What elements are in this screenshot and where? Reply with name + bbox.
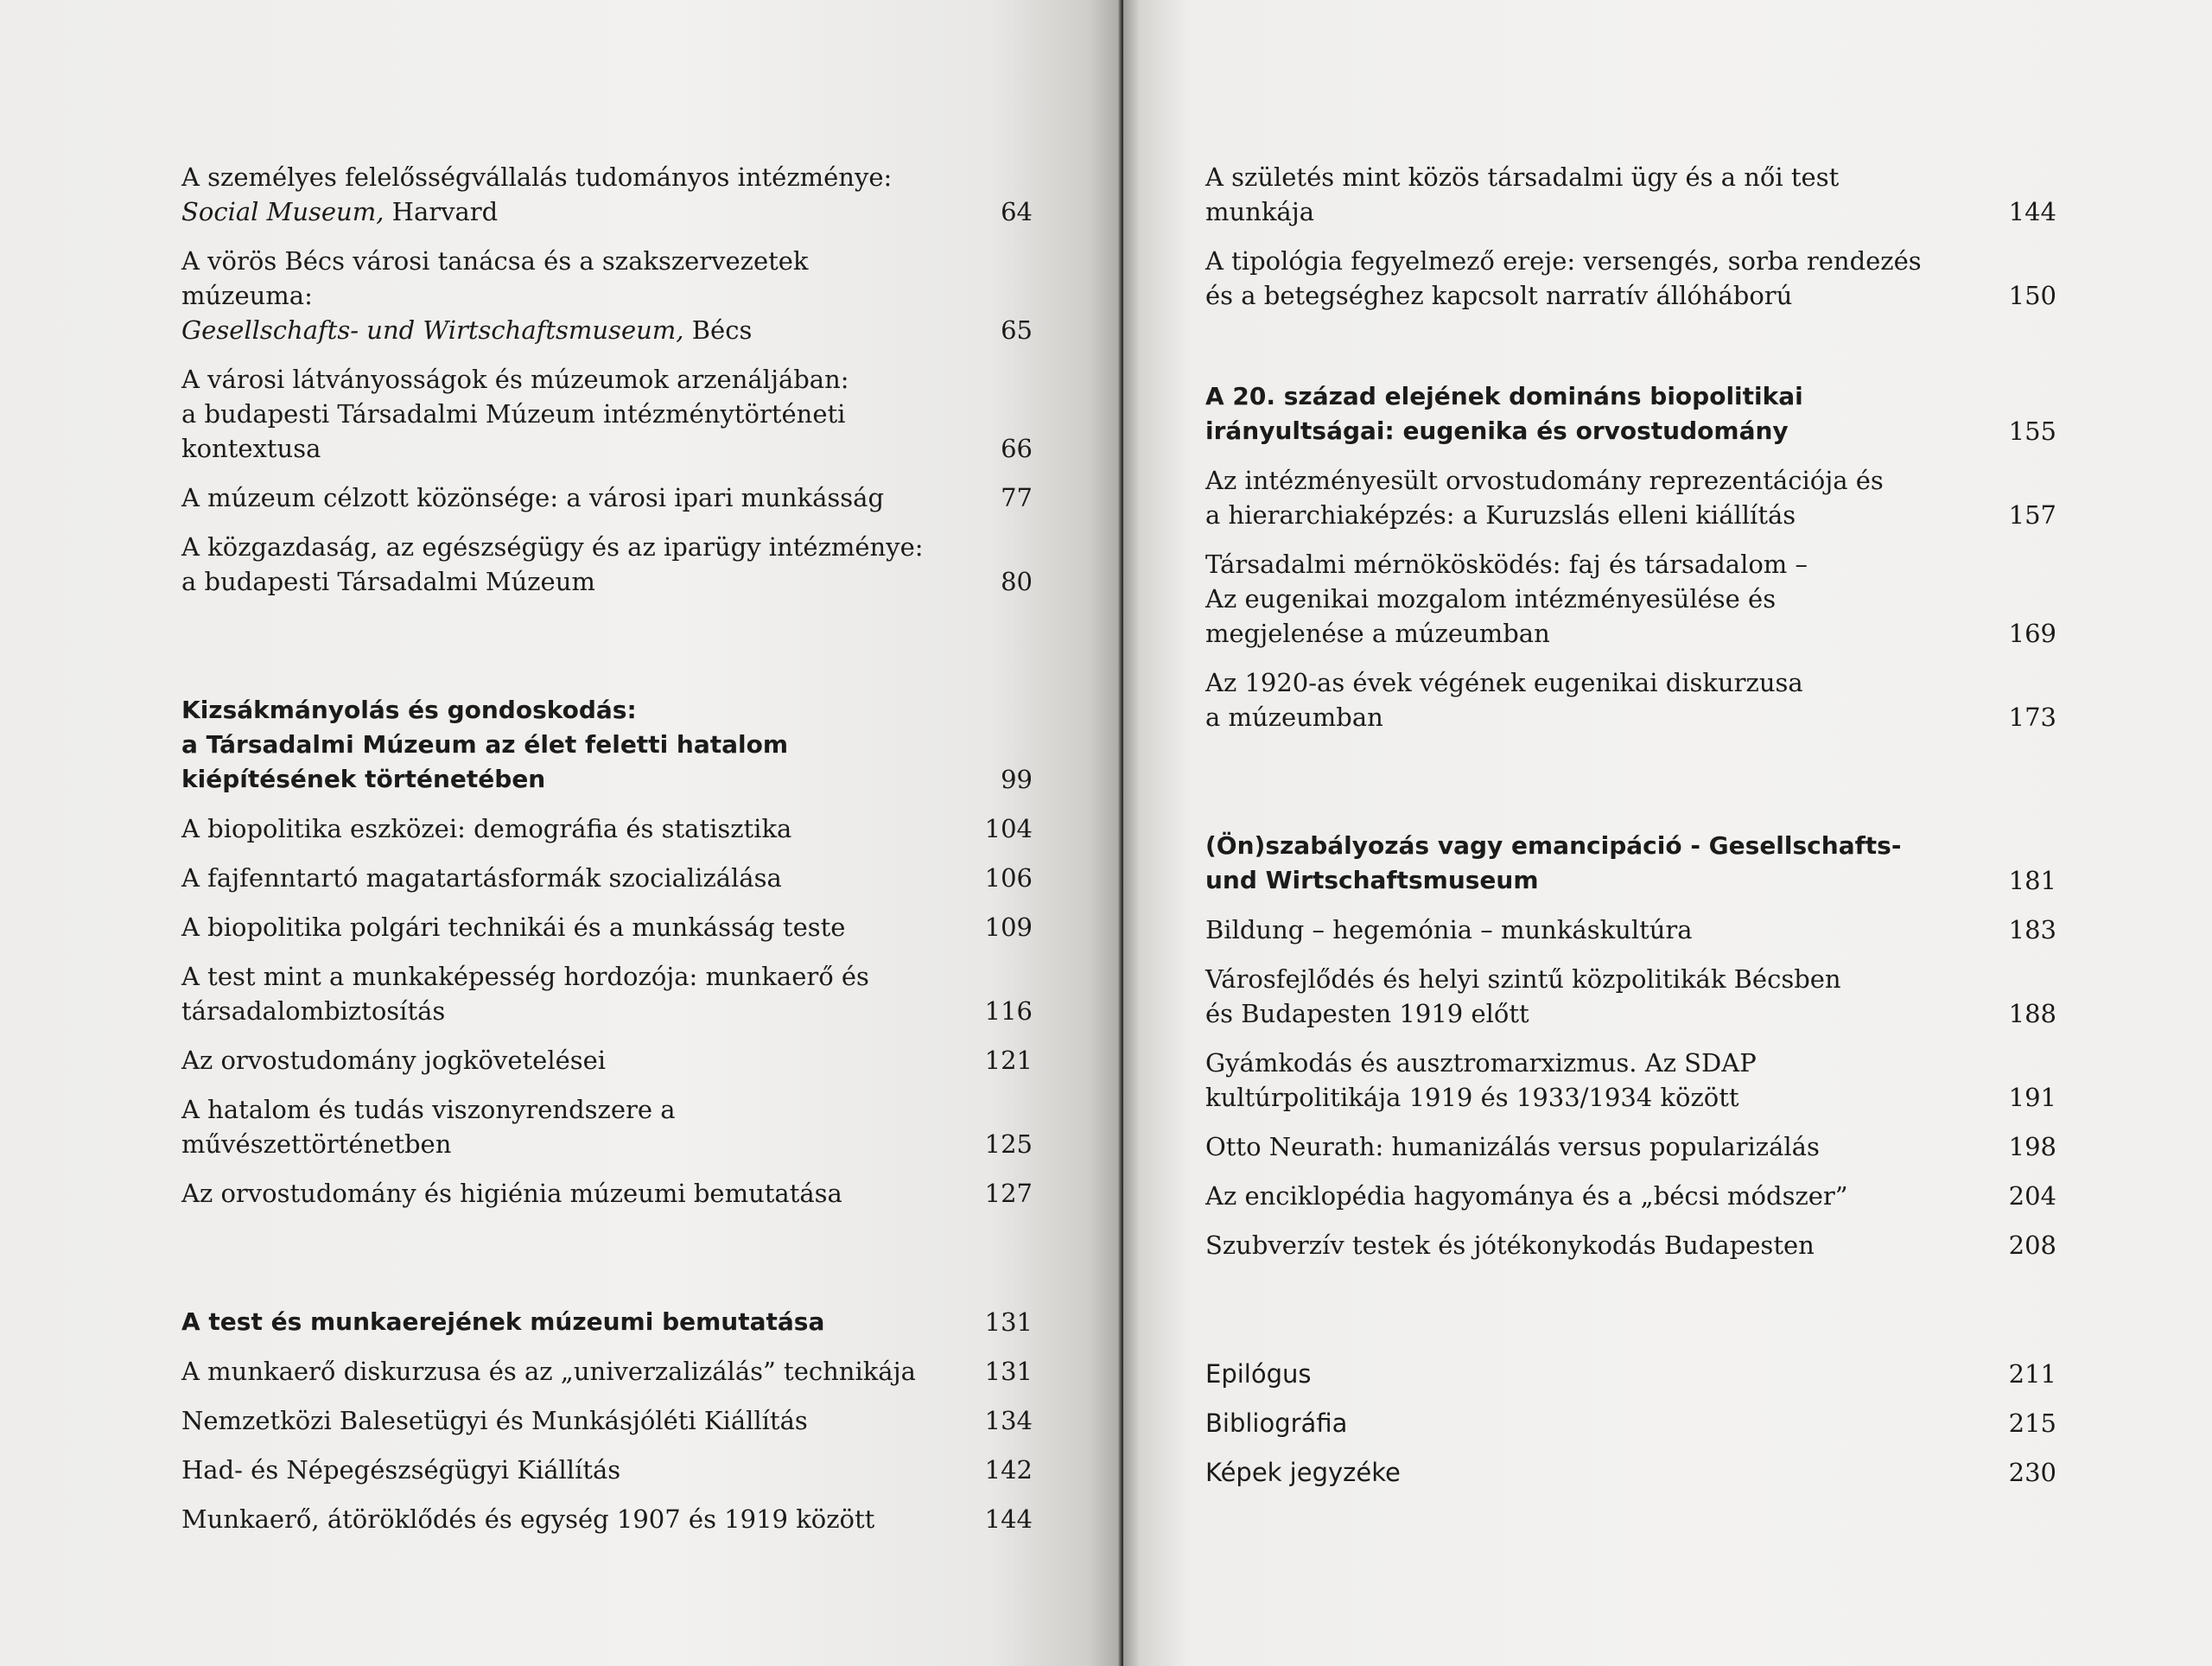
toc-entry bbox=[1205, 1046, 2056, 1115]
entry-text: a múzeumban bbox=[1205, 703, 1383, 732]
entry-text: Az orvostudomány és higiénia múzeumi bemutatása bbox=[181, 1179, 842, 1208]
entry-text: a hierarchiaképzés: a Kuruzslás elleni kiállítás bbox=[1205, 500, 1796, 530]
toc-entry bbox=[181, 1354, 1033, 1389]
toc-entry bbox=[1205, 1228, 2056, 1262]
entry-text: A születés mint közös társadalmi ügy és a női test munkája bbox=[1205, 162, 1840, 226]
toc-entry bbox=[181, 1403, 1033, 1438]
toc-section-heading bbox=[1205, 379, 2056, 448]
entry-text: és a betegséghez kapcsolt narratív állóháború bbox=[1205, 281, 1793, 310]
entry-text: Az enciklopédia hagyománya és a „bécsi módszer” bbox=[1205, 1181, 1848, 1211]
toc-entry bbox=[181, 1453, 1033, 1487]
entry-text: Otto Neurath: humanizálás versus popularizálás bbox=[1205, 1132, 1820, 1161]
section-text: A 20. század elejének domináns biopolitikai bbox=[1205, 382, 1803, 410]
entry-text: Társadalmi mérnökösködés: faj és társadalom – bbox=[1205, 550, 1808, 579]
entry-text: társadalombiztosítás bbox=[181, 996, 446, 1026]
entry-text: kontextusa bbox=[181, 434, 321, 463]
page-number: 127 bbox=[984, 1179, 1033, 1208]
page-number: 155 bbox=[2008, 416, 2056, 446]
section-text: kiépítésének történetében bbox=[181, 765, 546, 793]
page-number: 109 bbox=[984, 912, 1033, 942]
toc-entry bbox=[181, 861, 1033, 895]
toc-entry bbox=[1205, 463, 2056, 532]
page-number: 125 bbox=[984, 1129, 1033, 1159]
toc-entry bbox=[181, 244, 1033, 347]
page-number: 183 bbox=[2008, 915, 2056, 944]
section-text: und Wirtschaftsmuseum bbox=[1205, 866, 1539, 894]
entry-text: Az 1920-as évek végének eugenikai diskurzusa bbox=[1205, 668, 1803, 697]
entry-text: Munkaerő, átöröklődés és egység 1907 és 1919 között bbox=[181, 1504, 875, 1534]
entry-text: Gyámkodás és ausztromarxizmus. Az SDAP bbox=[1205, 1048, 1757, 1078]
page-number: 131 bbox=[984, 1307, 1033, 1337]
page-number: 188 bbox=[2008, 999, 2056, 1028]
entry-text: Bécs bbox=[683, 315, 753, 345]
toc-back-matter bbox=[1205, 1455, 2056, 1490]
entry-text: Harvard bbox=[384, 197, 499, 226]
toc-section-heading bbox=[1205, 829, 2056, 898]
page-number: 215 bbox=[2008, 1408, 2056, 1438]
page-number: 65 bbox=[1001, 315, 1033, 345]
page-number: 157 bbox=[2008, 500, 2056, 530]
page-number: 211 bbox=[2008, 1359, 2056, 1389]
toc-entry bbox=[181, 480, 1033, 515]
toc-entry bbox=[1205, 160, 2056, 229]
page-number: 198 bbox=[2008, 1132, 2056, 1161]
toc-entry bbox=[1205, 665, 2056, 734]
page-number: 142 bbox=[984, 1455, 1033, 1485]
page-number: 144 bbox=[984, 1504, 1033, 1534]
page-number: 191 bbox=[2008, 1083, 2056, 1112]
entry-text: Nemzetközi Balesetügyi és Munkásjóléti Kiállítás bbox=[181, 1406, 808, 1435]
section-text: a Társadalmi Múzeum az élet feletti hatalom bbox=[181, 730, 789, 759]
entry-text: Bildung – hegemónia – munkáskultúra bbox=[1205, 915, 1693, 944]
entry-text: A városi látványosságok és múzeumok arzenáljában: bbox=[181, 365, 849, 394]
entry-text: A múzeum célzott közönsége: a városi ipari munkásság bbox=[181, 483, 885, 512]
page-number: 121 bbox=[984, 1046, 1033, 1075]
entry-text: A vörös Bécs városi tanácsa és a szakszervezetek múzeuma: bbox=[181, 246, 809, 310]
back-matter-text: Epilógus bbox=[1205, 1359, 1312, 1389]
toc-entry bbox=[181, 1502, 1033, 1536]
toc-entry bbox=[181, 811, 1033, 846]
page-number: 208 bbox=[2008, 1230, 2056, 1260]
toc-section-heading bbox=[181, 693, 1033, 797]
entry-text: Városfejlődés és helyi szintű közpolitikák Bécsben bbox=[1205, 964, 1841, 994]
entry-text: a budapesti Társadalmi Múzeum intézménytörténeti bbox=[181, 399, 846, 429]
toc-left bbox=[181, 160, 1033, 1551]
section-text: Kizsákmányolás és gondoskodás: bbox=[181, 696, 637, 724]
entry-text: A közgazdaság, az egészségügy és az iparügy intézménye: bbox=[181, 532, 924, 562]
page-number: 77 bbox=[1001, 483, 1033, 512]
toc-entry bbox=[1205, 547, 2056, 651]
page-number: 204 bbox=[2008, 1181, 2056, 1211]
toc-entry bbox=[181, 959, 1033, 1028]
entry-text: kultúrpolitikája 1919 és 1933/1934 között bbox=[1205, 1083, 1739, 1112]
entry-italic: Social Museum, bbox=[181, 197, 385, 226]
entry-text: A hatalom és tudás viszonyrendszere a művészettörténetben bbox=[181, 1095, 676, 1159]
page-number: 169 bbox=[2008, 619, 2056, 648]
page-number: 116 bbox=[984, 996, 1033, 1026]
entry-text: megjelenése a múzeumban bbox=[1205, 619, 1550, 648]
entry-text: Az eugenikai mozgalom intézményesülése és bbox=[1205, 584, 1777, 614]
toc-entry bbox=[181, 1043, 1033, 1078]
page-number: 173 bbox=[2008, 703, 2056, 732]
page-number: 181 bbox=[2008, 866, 2056, 895]
page-number: 150 bbox=[2008, 281, 2056, 310]
page-number: 131 bbox=[984, 1357, 1033, 1386]
toc-entry bbox=[1205, 244, 2056, 313]
right-page bbox=[1123, 0, 2212, 1666]
entry-text: és Budapesten 1919 előtt bbox=[1205, 999, 1529, 1028]
page-number: 66 bbox=[1001, 434, 1033, 463]
entry-text: Szubverzív testek és jótékonykodás Budapesten bbox=[1205, 1230, 1815, 1260]
entry-text: A test mint a munkaképesség hordozója: munkaerő és bbox=[181, 962, 869, 991]
entry-text: Had- és Népegészségügyi Kiállítás bbox=[181, 1455, 621, 1485]
toc-entry bbox=[1205, 1129, 2056, 1164]
toc-entry bbox=[181, 362, 1033, 466]
toc-entry bbox=[181, 1092, 1033, 1161]
page-number: 64 bbox=[1001, 197, 1033, 226]
entry-text: A biopolitika polgári technikái és a munkásság teste bbox=[181, 912, 846, 942]
section-text: irányultságai: eugenika és orvostudomány bbox=[1205, 416, 1789, 445]
toc-entry bbox=[1205, 912, 2056, 947]
toc-entry bbox=[1205, 1179, 2056, 1213]
toc-section-heading bbox=[181, 1305, 1033, 1339]
entry-text: A tipológia fegyelmező ereje: versengés, sorba rendezés bbox=[1205, 246, 1922, 276]
section-text: A test és munkaerejének múzeumi bemutatása bbox=[181, 1307, 825, 1336]
entry-text: Az orvostudomány jogkövetelései bbox=[181, 1046, 607, 1075]
entry-italic: Gesellschafts- und Wirtschaftsmuseum, bbox=[181, 315, 684, 345]
toc-back-matter bbox=[1205, 1406, 2056, 1440]
back-matter-text: Bibliográfia bbox=[1205, 1408, 1348, 1438]
entry-text: Az intézményesült orvostudomány reprezentációja és bbox=[1205, 466, 1884, 495]
toc-entry bbox=[181, 530, 1033, 599]
toc-entry bbox=[1205, 962, 2056, 1031]
toc-entry bbox=[181, 910, 1033, 944]
entry-text: A biopolitika eszközei: demográfia és statisztika bbox=[181, 814, 792, 843]
page-number: 144 bbox=[2008, 197, 2056, 226]
entry-text: A személyes felelősségvállalás tudományos intézménye: bbox=[181, 162, 893, 192]
entry-text: A fajfenntartó magatartásformák szocializálása bbox=[181, 863, 782, 893]
page-number: 104 bbox=[984, 814, 1033, 843]
entry-text: A munkaerő diskurzusa és az „univerzalizálás” technikája bbox=[181, 1357, 916, 1386]
toc-back-matter bbox=[1205, 1357, 2056, 1391]
page-number: 99 bbox=[1001, 765, 1033, 794]
back-matter-text: Képek jegyzéke bbox=[1205, 1458, 1401, 1487]
entry-text: a budapesti Társadalmi Múzeum bbox=[181, 567, 595, 596]
toc-right bbox=[1205, 160, 2056, 1504]
toc-entry bbox=[181, 160, 1033, 229]
toc-entry bbox=[181, 1176, 1033, 1211]
section-text: (Ön)szabályozás vagy emancipáció - Gesellschafts- bbox=[1205, 831, 1902, 860]
page-number: 80 bbox=[1001, 567, 1033, 596]
page-number: 106 bbox=[984, 863, 1033, 893]
page-number: 230 bbox=[2008, 1458, 2056, 1487]
page-number: 134 bbox=[984, 1406, 1033, 1435]
